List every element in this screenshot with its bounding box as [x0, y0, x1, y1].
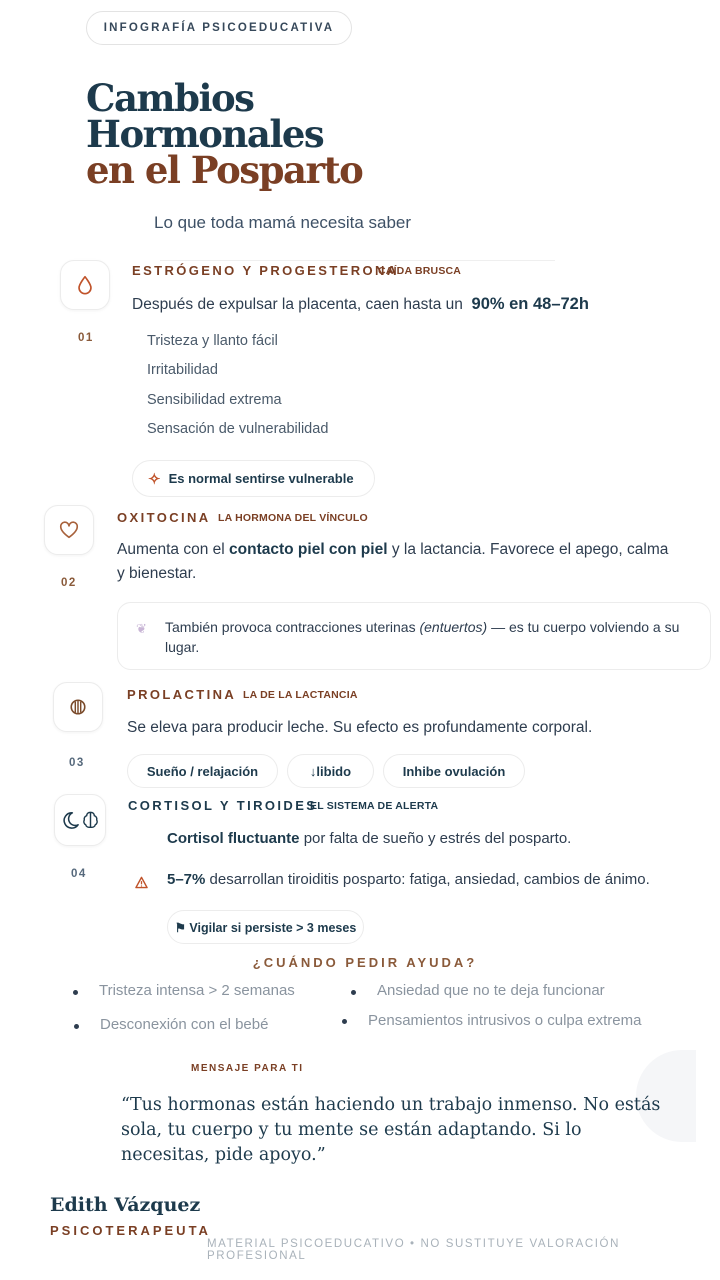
- section-title: ESTRÓGENO Y PROGESTERONA: [132, 263, 399, 278]
- divider: [160, 260, 555, 261]
- section-tag: CAÍDA BRUSCA: [378, 265, 462, 277]
- bullet: [342, 1019, 347, 1024]
- petal-icon: ❦: [136, 621, 147, 636]
- section-tag: EL SISTEMA DE ALERTA: [310, 800, 439, 812]
- author-name: Edith Vázquez: [50, 1194, 201, 1216]
- infographic-badge: INFOGRAFÍA PSICOEDUCATIVA: [86, 11, 352, 45]
- note-text-start: También provoca contracciones uterinas: [165, 619, 416, 635]
- section-title: OXITOCINA: [117, 510, 211, 525]
- help-item: Pensamientos intrusivos o culpa extrema: [368, 1012, 642, 1029]
- description-highlight: 90% en 48–72h: [471, 295, 589, 313]
- note-text-end: — es tu cuerpo volviendo a su lugar.: [165, 619, 680, 655]
- help-item: Desconexión con el bebé: [100, 1016, 269, 1033]
- note-text: [165, 617, 695, 657]
- bullet: [74, 1024, 79, 1029]
- bullet: [351, 990, 356, 995]
- drop-icon: [60, 260, 110, 310]
- description-text: Después de expulsar la placenta, caen hasta un: [132, 296, 463, 313]
- page-subtitle: Lo que toda mamá necesita saber: [154, 213, 412, 232]
- help-item: Ansiedad que no te deja funcionar: [377, 982, 605, 999]
- bullet: [73, 990, 78, 995]
- reassurance-pill: [132, 460, 375, 497]
- description-highlight: 5–7%: [167, 871, 206, 888]
- page-title: [86, 76, 363, 192]
- warning-icon: [135, 876, 148, 894]
- title-line-3: en el Posparto: [86, 148, 363, 192]
- moon-brain-icon: [54, 794, 106, 846]
- note-italic: (entuertos): [419, 619, 488, 635]
- description-highlight: contacto piel con piel: [229, 541, 388, 558]
- section-description: Se eleva para producir leche. Su efecto es profundamente corporal.: [127, 719, 593, 736]
- thyroid-line: [167, 868, 650, 892]
- heart-icon: [44, 505, 94, 555]
- milk-drop-icon: [53, 682, 103, 732]
- author-role: PSICOTERAPEUTA: [50, 1223, 211, 1238]
- symptom-item: Sensibilidad extrema: [147, 392, 282, 408]
- disclaimer: MATERIAL PSICOEDUCATIVO • NO SUSTITUYE VALORACIÓN PROFESIONAL: [207, 1238, 620, 1262]
- description-text: desarrollan tiroiditis posparto: fatiga, ansiedad, cambios de ánimo.: [209, 871, 650, 888]
- section-description: [132, 292, 589, 317]
- description-highlight: Cortisol fluctuante: [167, 830, 300, 847]
- section-number: 02: [61, 577, 77, 589]
- symptom-item: Tristeza y llanto fácil: [147, 333, 278, 349]
- section-tag: LA HORMONA DEL VÍNCULO: [218, 512, 368, 524]
- effect-pill: Inhibe ovulación: [383, 754, 525, 788]
- description-text: Aumenta con el: [117, 541, 225, 558]
- quote-text: “Tus hormonas están haciendo un trabajo inmenso. No estás sola, tu cuerpo y tu mente se están adaptando. Si lo necesitas, pide apoyo.”: [121, 1095, 661, 1165]
- effect-pill: Sueño / relajación: [127, 754, 278, 788]
- description-text: y la lactancia. Favorece el apego, calma y bienestar.: [117, 541, 669, 582]
- title-line-2: Hormonales: [86, 112, 324, 156]
- help-item: Tristeza intensa > 2 semanas: [99, 982, 295, 999]
- effect-pill: ↓libido: [287, 754, 374, 788]
- info-note: [117, 602, 711, 670]
- help-title: ¿CUÁNDO PEDIR AYUDA?: [252, 955, 478, 970]
- section-number: 04: [71, 868, 87, 880]
- pill-label: Es normal sentirse vulnerable: [168, 471, 354, 486]
- section-tag: LA DE LA LACTANCIA: [243, 689, 358, 701]
- cortisol-line: [167, 827, 571, 851]
- section-number: 01: [78, 332, 94, 344]
- sparkle-icon: ✧: [148, 470, 161, 488]
- symptom-item: Irritabilidad: [147, 362, 218, 378]
- title-line-1: Cambios: [86, 76, 254, 120]
- symptom-item: Sensación de vulnerabilidad: [147, 421, 329, 437]
- message-label: MENSAJE PARA TI: [191, 1063, 304, 1074]
- section-title: CORTISOL Y TIROIDES: [128, 798, 318, 813]
- monitor-pill: ⚑ Vigilar si persiste > 3 meses: [167, 910, 364, 944]
- section-title: PROLACTINA: [127, 687, 237, 702]
- section-number: 03: [69, 757, 85, 769]
- description-text: por falta de sueño y estrés del posparto.: [303, 830, 572, 847]
- section-description: [117, 538, 677, 586]
